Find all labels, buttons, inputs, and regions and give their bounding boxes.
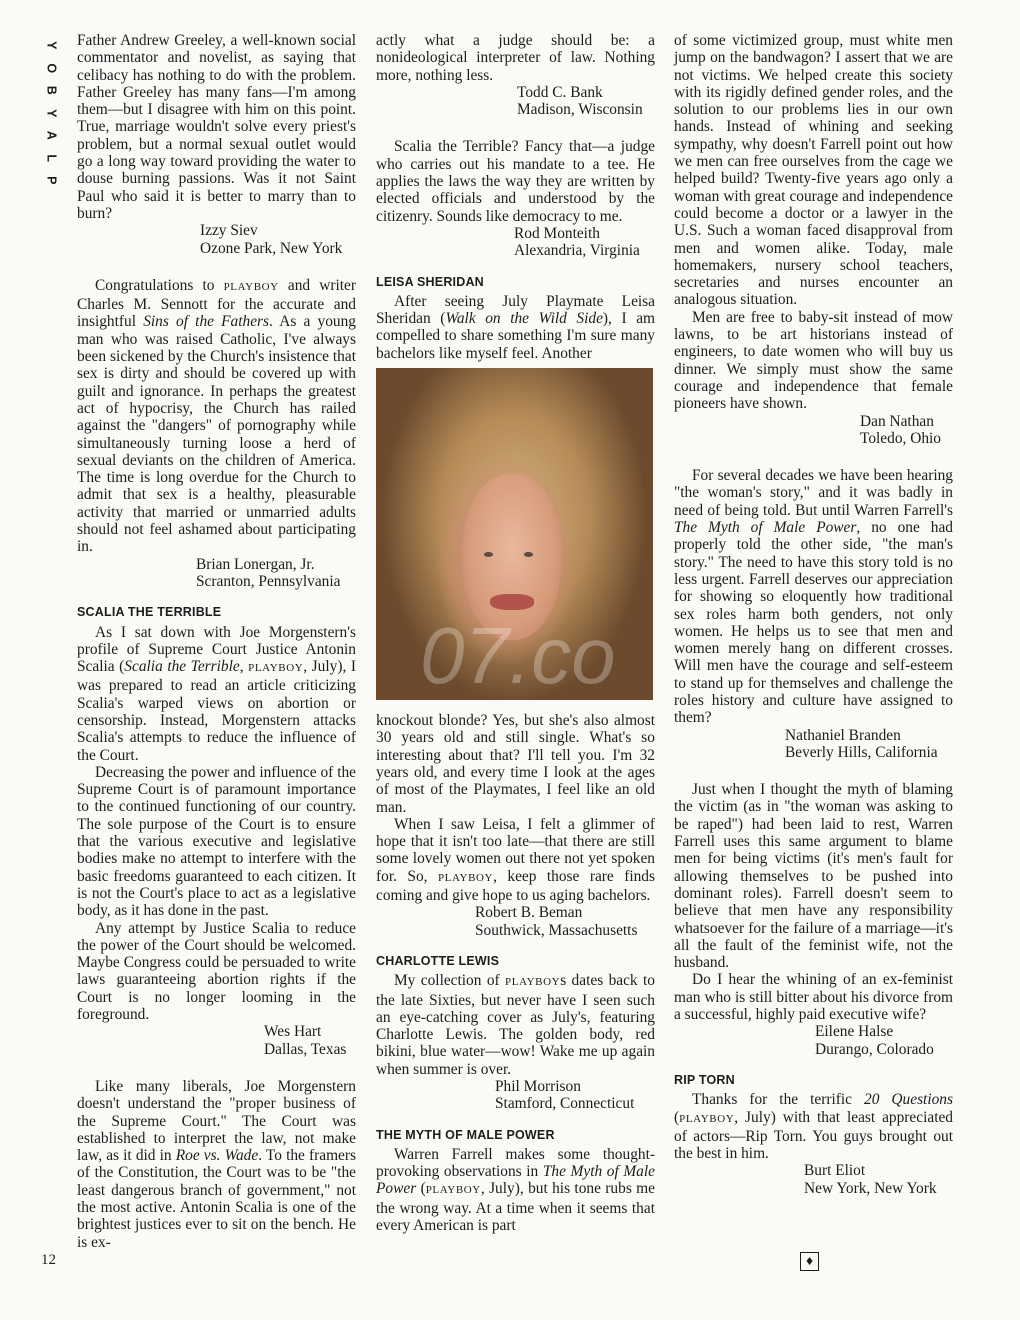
signature	[674, 1162, 953, 1197]
masthead-letter: B	[44, 85, 59, 95]
letter-monteith: Scalia the Terrible? Fancy that—a judge who carries out his mandate to a tee. He applies the laws the way they are written by elected officials and understood by the citizenry. Sounds like democracy to me.	[376, 138, 655, 225]
signature-place: Toledo, Ohio	[860, 429, 941, 447]
masthead-letter: P	[44, 176, 59, 185]
signature-name: Brian Lonergan, Jr.	[196, 555, 315, 573]
letter-branden: For several decades we have been hearing "the woman's story," and it was badly in need of being told. But until Warren Farrell's The Myth of Male Power, no one had properly told the other side, "the man's story." The need to have this story told is no less urgent. Farrell deserves our appreciation for showing so eloquently how traditional sex roles harm both genders, not only women. He helps us to see that men and women merely hang on different crosses. Will men have the courage and self-esteem to stand up for themselves and challenge the roles history and culture have assigned to them?	[674, 467, 953, 727]
signature	[376, 904, 655, 939]
letter-nathan-p2: Men are free to baby-sit instead of mow lawns, to be art historians instead of engineers, to date women who will buy us dinner. We simply must show the same courage and independence that female pioneers have shown.	[674, 308, 953, 413]
section-heading: RIP TORN	[674, 1072, 735, 1087]
playboy-masthead	[41, 34, 61, 192]
lips	[490, 594, 534, 611]
signature-place: Scranton, Pennsylvania	[196, 572, 341, 590]
signature-place: Madison, Wisconsin	[517, 101, 643, 119]
page-number: 12	[41, 1252, 56, 1268]
letter-nathan-p1: Warren Farrell makes some thought-provoking observations in The Myth of Male Power (PLAYBOY, July), but his tone rubs me the wrong way. At a time when it seems that every American is part	[376, 1145, 655, 1235]
signature-place: Ozone Park, New York	[200, 239, 343, 257]
masthead-letter: Y	[44, 41, 59, 50]
column-3	[674, 32, 953, 1197]
section-heading: THE MYTH OF MALE POWER	[376, 1127, 555, 1142]
letter-morrison: My collection of PLAYBOYs dates back to the late Sixties, but never have I seen such an eye-catching cover as July's, featuring Charlotte Lewis. The golden body, red bikini, blue water—wow! Wake me up again when summer is over.	[376, 972, 655, 1078]
letter-greeley: Father Andrew Greeley, a well-known social commentator and novelist, as saying that celibacy has nothing to do with the problem. Father Greeley has many fans—I'm among them—but I disagree with him on this point. True, marriage wouldn't solve every priest's problem, but a normal sexual outlet would go a long way toward providing the water to douse burning passions. Was it not Saint Paul who said it is better to marry than to burn?	[77, 32, 356, 222]
section-heading: CHARLOTTE LEWIS	[376, 953, 500, 968]
letter-hart-p3: Any attempt by Justice Scalia to reduce the power of the Court should be welcomed. Maybe Congress could be persuaded to write laws guaranteeing abortion rights if the Court is no longer looming in the foreground.	[77, 919, 356, 1024]
signature-name: Rod Monteith	[514, 224, 600, 242]
signature-place: Southwick, Massachusetts	[475, 921, 638, 939]
signature	[674, 413, 953, 448]
signature	[376, 84, 655, 119]
masthead-letter: A	[44, 130, 59, 140]
rabbit-logo-icon: ♦	[800, 1252, 819, 1271]
masthead-letter: O	[44, 62, 59, 73]
signature-place: Durango, Colorado	[815, 1040, 934, 1058]
letter-bank: Like many liberals, Joe Morgenstern doesn't understand the "proper business of the Supreme Court." The Court was established to interpret the law, not make law, as it did in Roe vs. Wade. To the framers of the Constitution, the Court was to be "the least dangerous branch of government," not the most active. Antonin Scalia is one of the brightest justices ever to sit on the bench. He is ex-	[77, 1077, 356, 1251]
masthead-letter: Y	[44, 108, 59, 117]
letter-beman-p3: When I saw Leisa, I felt a glimmer of hope that it isn't too late—that there are still some lovely women out there not yet spoken for. So, PLAYBOY, keep those rare finds coming and give hope to us aging bachelors.	[376, 815, 655, 905]
signature-place: New York, New York	[804, 1179, 937, 1197]
signature-place: Beverly Hills, California	[785, 743, 938, 761]
letter-hart-p2: Decreasing the power and influence of the Supreme Court is of paramount importance to the continued functioning of our country. The sole purpose of the Court is to ensure that the various executive and legislative bodies make no attempt to interfere with the basic freedoms guaranteed to each citizen. It is not the Court's place to act as a legislative body, as it has done in the past.	[77, 763, 356, 920]
section-heading: SCALIA THE TERRIBLE	[77, 605, 222, 620]
signature-place: Stamford, Connecticut	[495, 1095, 635, 1113]
letter-lonergan: Congratulations to PLAYBOY and writer Charles M. Sennott for the accurate and insightful Sins of the Fathers. As a young man who was raised Catholic, I've always been sickened by the Church's insistence that sex is dirty and should be covered up with guilt and ignorance. In perhaps the greatest act of hypocrisy, the Church has railed against the "dangers" of pornography while simultaneously turning loose a herd of sexual deviants on the children of America. The time is long overdue for the Church to admit that sex is a healthy, pleasurable activity that married or unmarried adults should not feel ashamed about participating in.	[77, 276, 356, 556]
signature-name: Robert B. Beman	[475, 904, 583, 922]
signature	[674, 727, 953, 762]
letter-hart-p1: As I sat down with Joe Morgenstern's profile of Supreme Court Justice Antonin Scalia (Scalia the Terrible, PLAYBOY, July), I was prepared to read an article criticizing Scalia's warped views on abortion or censorship. Instead, Morgenstern attacks Scalia's attempts to reduce the influence of the Court.	[77, 623, 356, 764]
letter-eliot: Thanks for the terrific 20 Questions (PLAYBOY, July) with that least appreciated of actors—Rip Torn. You guys brought out the best in him.	[674, 1091, 953, 1163]
signature-name: Dan Nathan	[860, 412, 934, 430]
signature-place: Alexandria, Virginia	[514, 242, 640, 260]
face	[462, 474, 562, 640]
signature	[77, 556, 356, 591]
letter-beman-p2: knockout blonde? Yes, but she's also almost 30 years old and still single. What's so interesting about that? I'll tell you. I'm 32 years old, and every time I look at the ages of most of the Playmates, I feel like an old man.	[376, 712, 655, 816]
letter-halse-p1: Just when I thought the myth of blaming the victim (as in "the woman was asking to be raped") had been laid to rest, Warren Farrell uses this same argument to blame men for being victims (it's men's fault for allowing themselves to be pushed into dominant roles). Farrell doesn't seem to believe that men have any responsibility whatsoever for the failure of a marriage—it's all the fault of the feminist wife, not the husband.	[674, 781, 953, 972]
signature-name: Todd C. Bank	[517, 83, 603, 101]
signature	[376, 1078, 655, 1113]
column-2	[376, 32, 655, 1234]
signature-name: Burt Eliot	[804, 1162, 866, 1180]
letter-nathan-cont: of some victimized group, must white men jump on the bandwagon? I assert that we are not victims. We helped create this society with its rigidly defined gender roles, and the solution to our problems lies in our own hands. Instead of whining and seeking sympathy, why doesn't Farrell point out how we men can free ourselves from the cage we helped build? Twenty-five years ago only a woman with great courage and independence could become a doctor or a lawyer in the U.S. Such a woman faced disapproval from men and women alike. Today, male homemakers, nursery school teachers, secretaries and nurses encounter an analogous situation.	[674, 32, 953, 309]
watermark: 07.co	[420, 611, 616, 700]
signature	[376, 225, 655, 260]
masthead-letter: L	[44, 153, 59, 162]
signature	[77, 1023, 356, 1058]
signature-name: Eilene Halse	[815, 1023, 894, 1041]
section-heading: LEISA SHERIDAN	[376, 274, 484, 289]
signature-name: Nathaniel Branden	[785, 726, 901, 744]
column-1	[77, 32, 356, 1251]
letter-halse-p2: Do I hear the whining of an ex-feminist man who is still bitter about his divorce from a successful, highly paid executive wife?	[674, 971, 953, 1024]
letter-beman-p1: After seeing July Playmate Leisa Sheridan (Walk on the Wild Side), I am compelled to share something I'm sure many bachelors like myself feel. Another	[376, 292, 655, 362]
signature-name: Izzy Siev	[200, 222, 258, 240]
signature-name: Phil Morrison	[495, 1077, 581, 1095]
signature	[77, 222, 356, 257]
letter-bank-cont: actly what a judge should be: a nonideological interpreter of law. Nothing more, nothing less.	[376, 32, 655, 84]
signature	[674, 1023, 953, 1058]
playmate-photo	[376, 368, 653, 700]
signature-place: Dallas, Texas	[264, 1040, 347, 1058]
signature-name: Wes Hart	[264, 1023, 322, 1041]
